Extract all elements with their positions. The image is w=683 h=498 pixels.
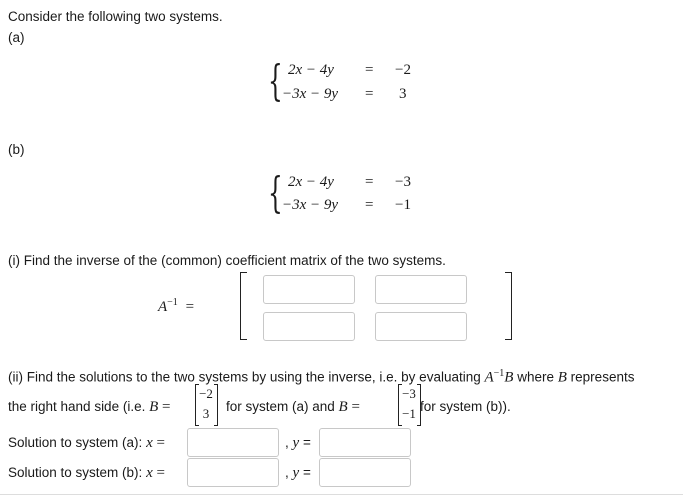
system-b-row2-eq: = — [365, 197, 374, 213]
solution-a-label — [8, 435, 165, 452]
left-brace-icon: { — [268, 56, 283, 105]
bottom-divider — [0, 494, 683, 495]
system-a-row2-lhs: −3x − 9y — [282, 86, 339, 102]
for-system-b-text: for system (b)). — [420, 399, 511, 414]
equals-sign: = — [302, 435, 311, 450]
vector-a-entry-1: −2 — [199, 386, 213, 401]
solution-a-y-label — [285, 435, 311, 452]
system-a-row2-rhs: 3 — [399, 86, 407, 102]
matrix-right-bracket — [505, 272, 512, 340]
question-ii-line2-start — [8, 399, 171, 416]
matrix-b-symbol: B — [557, 369, 567, 386]
inverse-exponent: −1 — [493, 368, 505, 379]
x-variable: x — [146, 465, 153, 481]
question-ii-text-end: represents — [566, 369, 635, 385]
y-variable: y — [292, 435, 300, 451]
solution-b-y-input[interactable] — [319, 458, 411, 487]
system-b-row1-rhs: −3 — [395, 174, 411, 190]
inverse-cell-12-input[interactable] — [375, 275, 467, 304]
system-a-row2-eq: = — [365, 86, 374, 102]
inverse-cell-21-input[interactable] — [263, 312, 355, 341]
equals-sign: = — [156, 465, 165, 481]
equals-sign: = — [302, 465, 311, 480]
question-ii-text-mid: where — [513, 369, 558, 385]
system-a-row1-lhs: 2x − 4y — [288, 62, 334, 78]
comma-separator: , — [285, 435, 293, 450]
comma-separator: , — [285, 465, 293, 480]
left-brace-icon: { — [268, 168, 283, 217]
part-a-label: (a) — [8, 30, 25, 45]
inverse-exponent: −1 — [167, 297, 178, 308]
inverse-cell-22-input[interactable] — [375, 312, 467, 341]
equals-sign: = — [185, 299, 195, 315]
matrix-b-symbol: B — [504, 369, 514, 386]
matrix-b-symbol: B — [338, 399, 348, 415]
system-b-row2-rhs: −1 — [395, 197, 411, 213]
part-b-label: (b) — [8, 142, 25, 157]
matrix-a-symbol: A — [484, 369, 494, 386]
intro-text: Consider the following two systems. — [8, 9, 223, 24]
solution-b-x-input[interactable] — [187, 458, 279, 487]
system-b-row1-eq: = — [365, 174, 374, 190]
question-ii-line2-mid — [226, 399, 360, 416]
question-ii-line2-text: the right hand side (i.e. — [8, 399, 150, 414]
solution-b-y-label — [285, 465, 311, 482]
matrix-b-symbol: B — [149, 399, 159, 415]
matrix-a-symbol: A — [158, 299, 168, 315]
solution-a-y-input[interactable] — [319, 428, 411, 457]
solution-a-text: Solution to system (a): — [8, 435, 147, 450]
y-variable: y — [292, 465, 300, 481]
solution-b-text: Solution to system (b): — [8, 465, 147, 480]
vector-a-right-bracket — [214, 384, 218, 426]
system-b-row2-lhs: −3x − 9y — [282, 197, 339, 213]
question-ii-line1 — [8, 368, 634, 387]
equals-sign: = — [162, 399, 171, 415]
x-variable: x — [146, 435, 153, 451]
vector-a-entry-2: 3 — [202, 406, 210, 421]
vector-b-entry-2: −1 — [402, 406, 416, 421]
inverse-cell-11-input[interactable] — [263, 275, 355, 304]
solution-b-label — [8, 465, 165, 482]
question-i-text: (i) Find the inverse of the (common) coefficient matrix of the two systems. — [8, 253, 446, 268]
vector-b-entry-1: −3 — [402, 386, 416, 401]
system-b-row1-lhs: 2x − 4y — [288, 174, 334, 190]
question-ii-text-start: (ii) Find the solutions to the two systems by using the inverse, i.e. by evaluating — [8, 369, 485, 385]
equals-sign: = — [156, 435, 165, 451]
system-a-row1-eq: = — [365, 62, 374, 78]
inverse-matrix-label — [158, 297, 194, 316]
matrix-left-bracket — [240, 272, 247, 340]
equals-sign: = — [351, 399, 360, 415]
for-system-a-text: for system (a) and — [226, 399, 339, 414]
solution-a-x-input[interactable] — [187, 428, 279, 457]
system-a-row1-rhs: −2 — [395, 62, 411, 78]
